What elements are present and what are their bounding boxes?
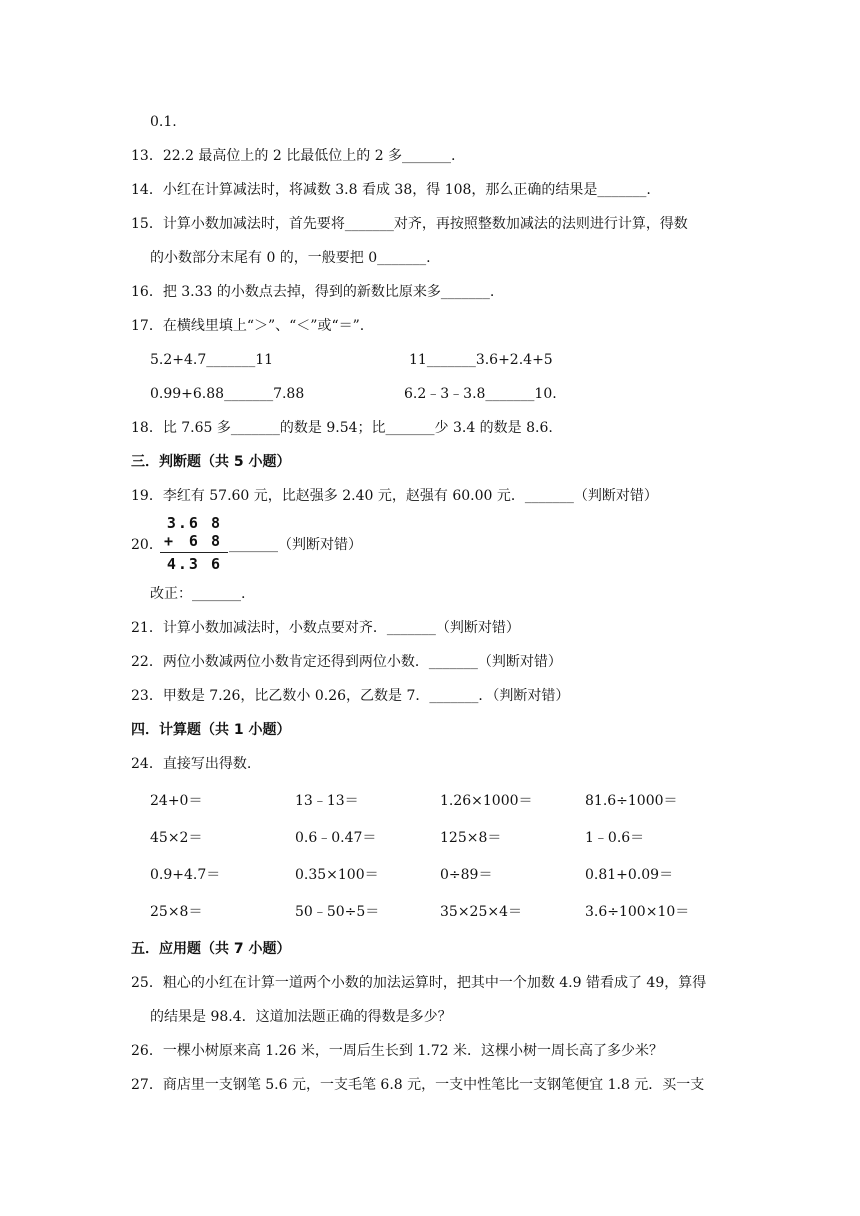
calc-item: 3.6÷100×10＝: [585, 904, 690, 920]
addend-top: 3.6 8: [166, 514, 222, 532]
question-25-continued: 的结果是 98.4．这道加法题正确的得数是多少？: [150, 1009, 452, 1025]
continuation-text: 0.1.: [150, 114, 177, 130]
question-25: 25．粗心的小红在计算一道两个小数的加法运算时，把其中一个加数 4.9 错看成了 49，算得: [131, 975, 707, 991]
question-16: 16．把 3.33 的小数点去掉，得到的新数比原来多_______.: [131, 284, 495, 300]
sum-rule: [160, 552, 228, 553]
calc-item: 1.26×1000＝: [440, 793, 533, 809]
calc-item: 0.9+4.7＝: [150, 867, 221, 883]
section-heading-calculation: 四．计算题（共 1 小题）: [131, 722, 291, 738]
section-heading-application: 五．应用题（共 7 小题）: [131, 941, 291, 957]
question-18: 18．比 7.65 多_______的数是 9.54；比_______少 3.4 的数是 8.6.: [131, 420, 553, 436]
calc-item: 25×8＝: [150, 904, 203, 920]
question-20-tail: _______（判断对错）: [229, 537, 362, 553]
question-27: 27．商店里一支钢笔 5.6 元，一支毛笔 6.8 元，一支中性笔比一支钢笔便宜 1.8 元．买一支: [131, 1077, 705, 1093]
question-20-number: 20．: [131, 537, 163, 553]
calc-item: 24+0＝: [150, 793, 203, 809]
calc-item: 0÷89＝: [440, 867, 493, 883]
sum-result: 4.3 6: [166, 555, 222, 573]
calc-item: 0.81+0.09＝: [585, 867, 674, 883]
question-17-item-a: 5.2+4.7_______11: [150, 352, 274, 368]
plus-sign: +: [164, 532, 174, 550]
calc-item: 50﹣50÷5＝: [295, 904, 380, 920]
question-23: 23．甲数是 7.26，比乙数小 0.26，乙数是 7．_______．（判断对错）: [131, 688, 570, 704]
calc-item: 1﹣0.6＝: [585, 830, 645, 846]
calc-item: 125×8＝: [440, 830, 502, 846]
question-15: 15．计算小数加减法时，首先要将_______对齐，再按照整数加减法的法则进行计算，得数: [131, 216, 688, 232]
question-14: 14．小红在计算减法时，将减数 3.8 看成 38，得 108，那么正确的结果是_______.: [131, 182, 651, 198]
calc-item: 35×25×4＝: [440, 904, 522, 920]
question-17-item-c: 0.99+6.88_______7.88: [150, 386, 305, 402]
addend-bottom: 6 8: [188, 532, 222, 550]
question-17-item-b: 11_______3.6+2.4+5: [409, 352, 553, 368]
question-17: 17．在横线里填上“＞”、“＜”或“＝”.: [131, 318, 365, 334]
question-13: 13．22.2 最高位上的 2 比最低位上的 2 多_______.: [131, 148, 456, 164]
question-21: 21．计算小数加减法时，小数点要对齐．_______（判断对错）: [131, 620, 520, 636]
vertical-addition-figure: [160, 513, 228, 573]
question-20-correction: 改正：_______.: [150, 586, 246, 602]
question-17-item-d: 6.2﹣3﹣3.8_______10.: [404, 386, 557, 402]
calc-item: 13﹣13＝: [295, 793, 359, 809]
section-heading-judgment: 三．判断题（共 5 小题）: [131, 454, 291, 470]
calc-item: 0.35×100＝: [295, 867, 379, 883]
question-24: 24．直接写出得数.: [131, 756, 252, 772]
calc-item: 0.6﹣0.47＝: [295, 830, 377, 846]
question-15-continued: 的小数部分末尾有 0 的，一般要把 0_______.: [150, 250, 431, 266]
calc-item: 81.6÷1000＝: [585, 793, 678, 809]
question-19: 19．李红有 57.60 元，比赵强多 2.40 元，赵强有 60.00 元．_______（判断对错）: [131, 488, 658, 504]
question-26: 26．一棵小树原来高 1.26 米，一周后生长到 1.72 米．这棵小树一周长高了多少米？: [131, 1043, 663, 1059]
question-22: 22．两位小数减两位小数肯定还得到两位小数．_______（判断对错）: [131, 654, 562, 670]
calc-item: 45×2＝: [150, 830, 203, 846]
